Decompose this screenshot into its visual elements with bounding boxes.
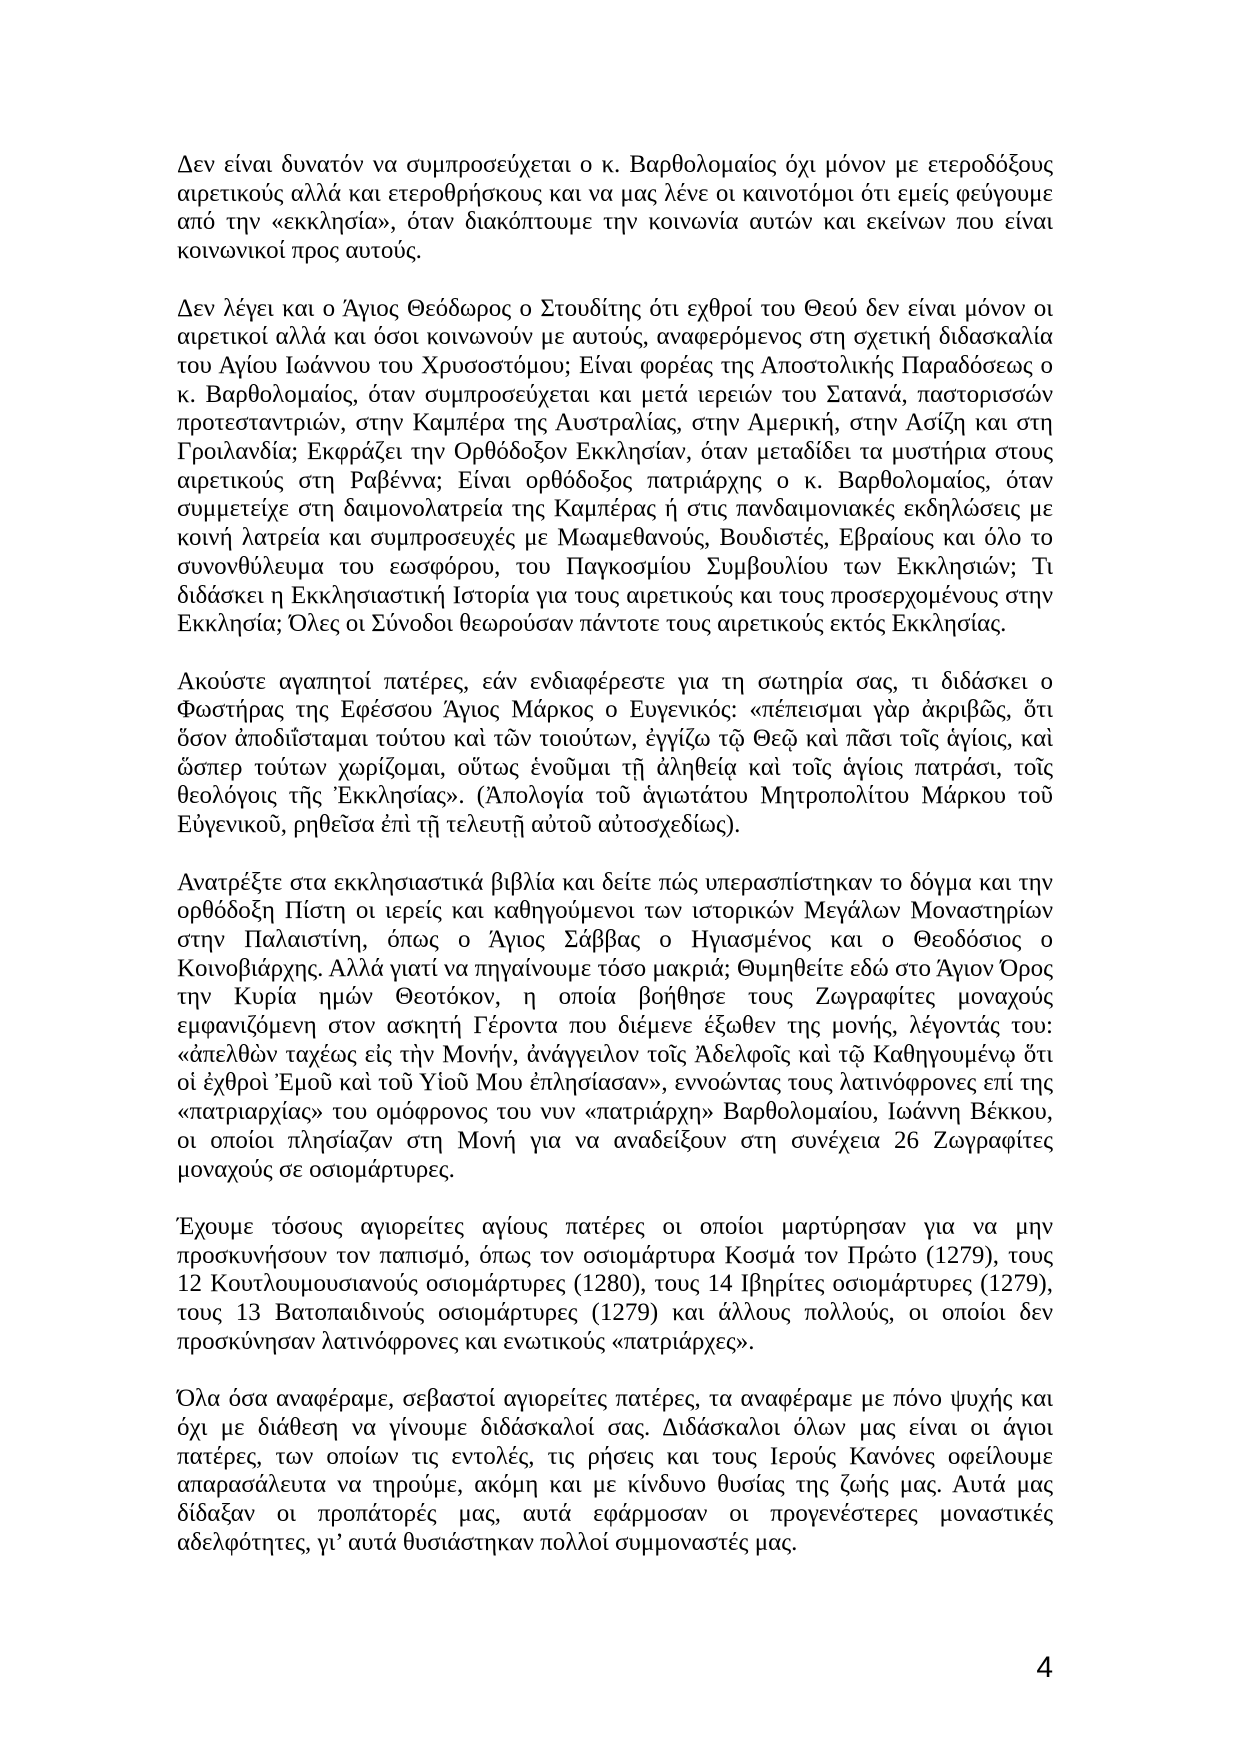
page-number: 4: [1036, 1651, 1053, 1684]
paragraph-5: Έχουμε τόσους αγιορείτες αγίους πατέρες οι οποίοι μαρτύρησαν για να μην προσκυνήσουν τον παπισμό, όπως τον οσιομάρτυρα Κοσμά τον Πρώτο (1279), τους 12 Κουτλουμουσιανούς οσιομάρτυρες (1280), τους 14 Ιβηρίτες οσιομάρτυρες (1279), τους 13 Βατοπαιδινούς οσιομάρτυρες (1279) και άλλους πολλούς, οι οποίοι δεν προσκύνησαν λατινόφρονες και ενωτικούς «πατριάρχες».: [177, 1212, 1053, 1355]
paragraph-6: Όλα όσα αναφέραμε, σεβαστοί αγιορείτες πατέρες, τα αναφέραμε με πόνο ψυχής και όχι με διάθεση να γίνουμε διδάσκαλοί σας. Διδάσκαλοι όλων μας είναι οι άγιοι πατέρες, των οποίων τις εντολές, τις ρήσεις και τους Ιερούς Κανόνες οφείλουμε απαρασάλευτα να τηρούμε, ακόμη και με κίνδυνο θυσίας της ζωής μας. Αυτά μας δίδαξαν οι προπάτορές μας, αυτά εφάρμοσαν οι προγενέστερες μοναστικές αδελφότητες, γι’ αυτά θυσιάστηκαν πολλοί συμμοναστές μας.: [177, 1385, 1053, 1556]
paragraph-1: Δεν είναι δυνατόν να συμπροσεύχεται ο κ. Βαρθολομαίος όχι μόνον με ετεροδόξους αιρετικούς αλλά και ετεροθρήσκους και να μας λένε οι καινοτόμοι ότι εμείς φεύγουμε από την «εκκλησία», όταν διακόπτουμε την κοινωνία αυτών και εκείνων που είναι κοινωνικοί προς αυτούς.: [177, 151, 1053, 265]
paragraph-4: Ανατρέξτε στα εκκλησιαστικά βιβλία και δείτε πώς υπερασπίστηκαν το δόγμα και την ορθόδοξη Πίστη οι ιερείς και καθηγούμενοι των ιστορικών Μεγάλων Μοναστηρίων στην Παλαιστίνη, όπως ο Άγιος Σάββας ο Ηγιασμένος και ο Θεοδόσιος ο Κοινοβιάρχης. Αλλά γιατί να πηγαίνουμε τόσο μακριά; Θυμηθείτε εδώ στο Άγιον Όρος την Κυρία ημών Θεοτόκον, η οποία βοήθησε τους Ζωγραφίτες μοναχούς εμφανιζόμενη στον ασκητή Γέροντα που διέμενε έξωθεν της μονής, λέγοντάς του: «ἀπελθὼν ταχέως εἰς τὴν Μονήν, ἀνάγγειλον τοῖς Ἀδελφοῖς καὶ τῷ Καθηγουμένῳ ὅτι οἱ ἐχθροὶ Ἐμοῦ καὶ τοῦ Υἱοῦ Μου ἐπλησίασαν», εννοώντας τους λατινόφρονες επί της «πατριαρχίας» του ομόφρονος του νυν «πατριάρχη» Βαρθολομαίου, Ιωάννη Βέκκου, οι οποίοι πλησίαζαν στη Μονή για να αναδείξουν στη συνέχεια 26 Ζωγραφίτες μοναχούς σε οσιομάρτυρες.: [177, 868, 1053, 1183]
paragraph-3: Ακούστε αγαπητοί πατέρες, εάν ενδιαφέρεστε για τη σωτηρία σας, τι διδάσκει ο Φωστήρας της Εφέσσου Άγιος Μάρκος ο Ευγενικός: «πέπεισμαι γὰρ ἀκριβῶς, ὅτι ὅσον ἀποδιΐσταμαι τούτου καὶ τῶν τοιούτων, ἐγγίζω τῷ Θεῷ καὶ πᾶσι τοῖς ἁγίοις, καὶ ὥσπερ τούτων χωρίζομαι, οὕτως ἑνοῦμαι τῇ ἀληθείᾳ καὶ τοῖς ἁγίοις πατράσι, τοῖς θεολόγοις τῆς Ἐκκλησίας». (Ἀπολογία τοῦ ἁγιωτάτου Μητροπολίτου Μάρκου τοῦ Εὐγενικοῦ, ρηθεῖσα ἐπὶ τῇ τελευτῇ αὐτοῦ αὐτοσχεδίως).: [177, 667, 1053, 839]
body-text: [177, 151, 1053, 1557]
paragraph-2: Δεν λέγει και ο Άγιος Θεόδωρος ο Στουδίτης ότι εχθροί του Θεού δεν είναι μόνον οι αιρετικοί αλλά και όσοι κοινωνούν με αυτούς, αναφερόμενος στη σχετική διδασκαλία του Αγίου Ιωάννου του Χρυσοστόμου; Είναι φορέας της Αποστολικής Παραδόσεως ο κ. Βαρθολομαίος, όταν συμπροσεύχεται και μετά ιερειών του Σατανά, παστορισσών προτεσταντριών, στην Καμπέρα της Αυστραλίας, στην Αμερική, στην Ασίζη και στη Γροιλανδία; Εκφράζει την Ορθόδοξον Εκκλησίαν, όταν μεταδίδει τα μυστήρια στους αιρετικούς στη Ραβέννα; Είναι ορθόδοξος πατριάρχης ο κ. Βαρθολομαίος, όταν συμμετείχε στη δαιμονολατρεία της Καμπέρας ή στις πανδαιμονιακές εκδηλώσεις με κοινή λατρεία και συμπροσευχές με Μωαμεθανούς, Βουδιστές, Εβραίους και όλο το συνονθύλευμα του εωσφόρου, του Παγκοσμίου Συμβουλίου των Εκκλησιών; Τι διδάσκει η Εκκλησιαστική Ιστορία για τους αιρετικούς και τους προσερχομένους στην Εκκλησία; Όλες οι Σύνοδοι θεωρούσαν πάντοτε τους αιρετικούς εκτός Εκκλησίας.: [177, 294, 1053, 638]
